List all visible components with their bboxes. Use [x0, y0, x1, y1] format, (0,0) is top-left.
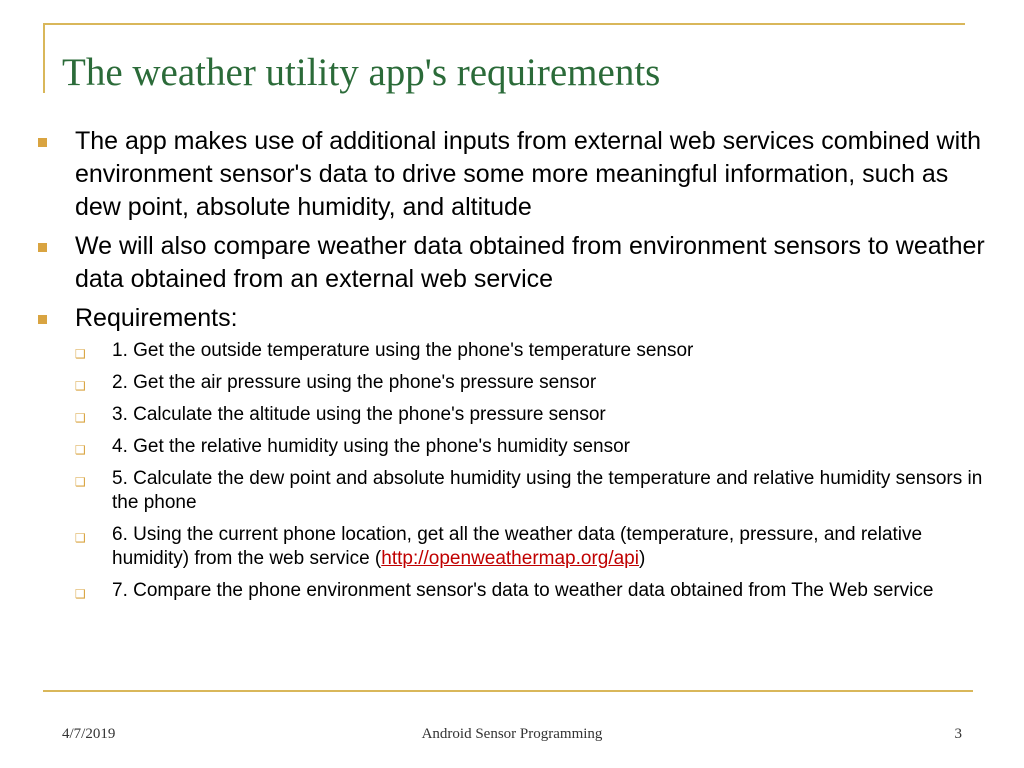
requirement-text: 2. Get the air pressure using the phone's pressure sensor	[112, 372, 597, 393]
square-bullet-icon	[38, 243, 47, 252]
footer-page-number: 3	[954, 726, 962, 742]
hollow-square-bullet-icon: ❑	[75, 475, 86, 489]
hollow-square-bullet-icon: ❑	[75, 379, 86, 393]
requirement-item	[35, 579, 985, 603]
frame-left-line	[43, 23, 45, 93]
slide-content	[35, 125, 985, 611]
bullet-text: The app makes use of additional inputs from external web services combined with environment sensor's data to drive some more meaningful information, such as dew point, absolute humidity, and altitude	[75, 127, 982, 221]
requirement-text: 7. Compare the phone environment sensor's data to weather data obtained from The Web service	[112, 580, 934, 601]
requirement-text: 5. Calculate the dew point and absolute humidity using the temperature and relative humidity sensors in the phone	[112, 468, 983, 513]
bullet-item	[35, 302, 985, 335]
requirement-item	[35, 371, 985, 395]
bullet-text: Requirements:	[75, 304, 238, 332]
hollow-square-bullet-icon: ❑	[75, 347, 86, 361]
slide-title: The weather utility app's requirements	[62, 51, 661, 94]
hollow-square-bullet-icon: ❑	[75, 411, 86, 425]
openweathermap-api-link[interactable]: http://openweathermap.org/api	[381, 548, 639, 569]
requirement-text: 1. Get the outside temperature using the phone's temperature sensor	[112, 340, 694, 361]
footer-date: 4/7/2019	[62, 726, 116, 742]
requirement-item	[35, 403, 985, 427]
bullet-item	[35, 230, 985, 296]
requirement-text-before: 6. Using the current phone location, get all the weather data (temperature, pressure, and relative humidity) from the web service (	[112, 524, 923, 569]
square-bullet-icon	[38, 315, 47, 324]
requirement-item	[35, 467, 985, 515]
square-bullet-icon	[38, 138, 47, 147]
requirement-item	[35, 339, 985, 363]
requirement-item	[35, 435, 985, 459]
hollow-square-bullet-icon: ❑	[75, 443, 86, 457]
requirement-text: 3. Calculate the altitude using the phone's pressure sensor	[112, 404, 606, 425]
requirement-item	[35, 523, 985, 571]
frame-bottom-line	[43, 690, 973, 692]
hollow-square-bullet-icon: ❑	[75, 587, 86, 601]
requirement-text-after: )	[638, 548, 646, 569]
bullet-item	[35, 125, 985, 224]
bullet-text: We will also compare weather data obtained from environment sensors to weather data obtained from an external web service	[75, 232, 985, 293]
requirement-text: 4. Get the relative humidity using the phone's humidity sensor	[112, 436, 630, 457]
footer-title: Android Sensor Programming	[421, 726, 603, 742]
hollow-square-bullet-icon: ❑	[75, 531, 86, 545]
frame-top-line	[43, 23, 965, 25]
